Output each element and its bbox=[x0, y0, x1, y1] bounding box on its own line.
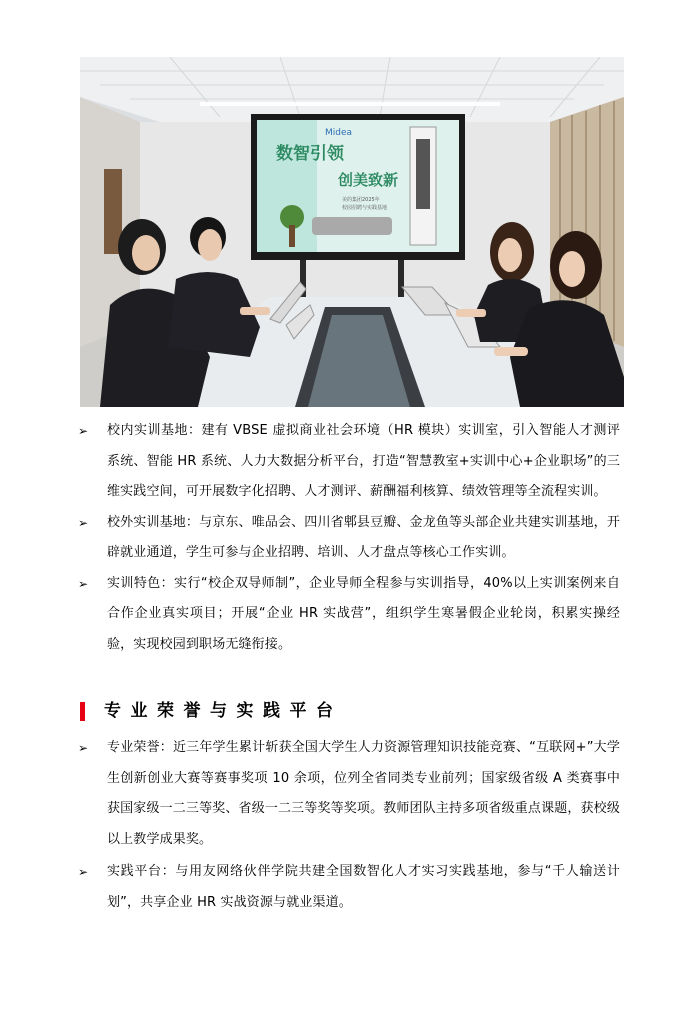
screen-slogan-1: 数智引领 bbox=[276, 144, 344, 164]
bullet-arrow-icon: ➢ bbox=[78, 424, 89, 438]
bullet-arrow-icon: ➢ bbox=[78, 741, 89, 755]
section-heading bbox=[76, 696, 636, 726]
screen-slogan-2: 创美致新 bbox=[338, 171, 399, 189]
classroom-photo bbox=[80, 57, 624, 407]
list-item-text: 实践平台：与用友网络伙伴学院共建全国数智化人才实习实践基地，参与“千人输送计划”，共享企业 HR 实战资源与就业渠道。 bbox=[107, 864, 620, 910]
screen-caption-1: 美的集团2025年 bbox=[342, 197, 380, 203]
honors-list bbox=[0, 733, 692, 918]
screen-brand: Midea bbox=[325, 128, 353, 138]
list-item-text: 实训特色：实行“校企双导师制”，企业导师全程参与实训指导，40%以上实训案例来自合作企业真实项目；开展“企业 HR 实战营”，组织学生寒暑假企业轮岗，积累实操经验，实现校园到职场无缝衔接。 bbox=[107, 575, 620, 652]
bullet-arrow-icon: ➢ bbox=[78, 576, 89, 591]
bullet-arrow-icon: ➢ bbox=[78, 515, 89, 530]
list-item bbox=[0, 416, 692, 508]
list-item-text: 校内实训基地：建有 VBSE 虚拟商业社会环境（HR 模块）实训室，引入智能人才测评系统、智能 HR 系统、人力大数据分析平台，打造“智慧教室+实训中心+企业职场”的三维实践空间，可开展数字化招聘、人才测评、薪酬福利核算、绩效管理等全流程实训。 bbox=[107, 423, 620, 499]
heading-accent-bar bbox=[80, 702, 85, 721]
list-item bbox=[0, 733, 692, 855]
screen-caption-2: 校园招聘与实践基地 bbox=[342, 205, 388, 211]
list-item bbox=[0, 569, 692, 661]
list-item bbox=[0, 857, 692, 918]
list-item-text: 校外实训基地：与京东、唯品会、四川省郫县豆瓣、金龙鱼等头部企业共建实训基地，开辟就业通道，学生可参与企业招聘、培训、人才盘点等核心工作实训。 bbox=[107, 514, 620, 560]
list-item bbox=[0, 508, 692, 569]
bullet-arrow-icon: ➢ bbox=[78, 865, 89, 879]
section-title: 专业荣誉与实践平台 bbox=[104, 701, 343, 721]
training-base-list bbox=[0, 416, 692, 660]
list-item-text: 专业荣誉：近三年学生累计斩获全国大学生人力资源管理知识技能竞赛、“互联网+”大学生创新创业大赛等赛事奖项 10 余项，位列全省同类专业前列；国家级省级 A 类赛事中获国家级一二三等奖、省级一二三等奖等奖项。教师团队主持多项省级重点课题，获校级以上教学成果奖。 bbox=[107, 740, 620, 847]
